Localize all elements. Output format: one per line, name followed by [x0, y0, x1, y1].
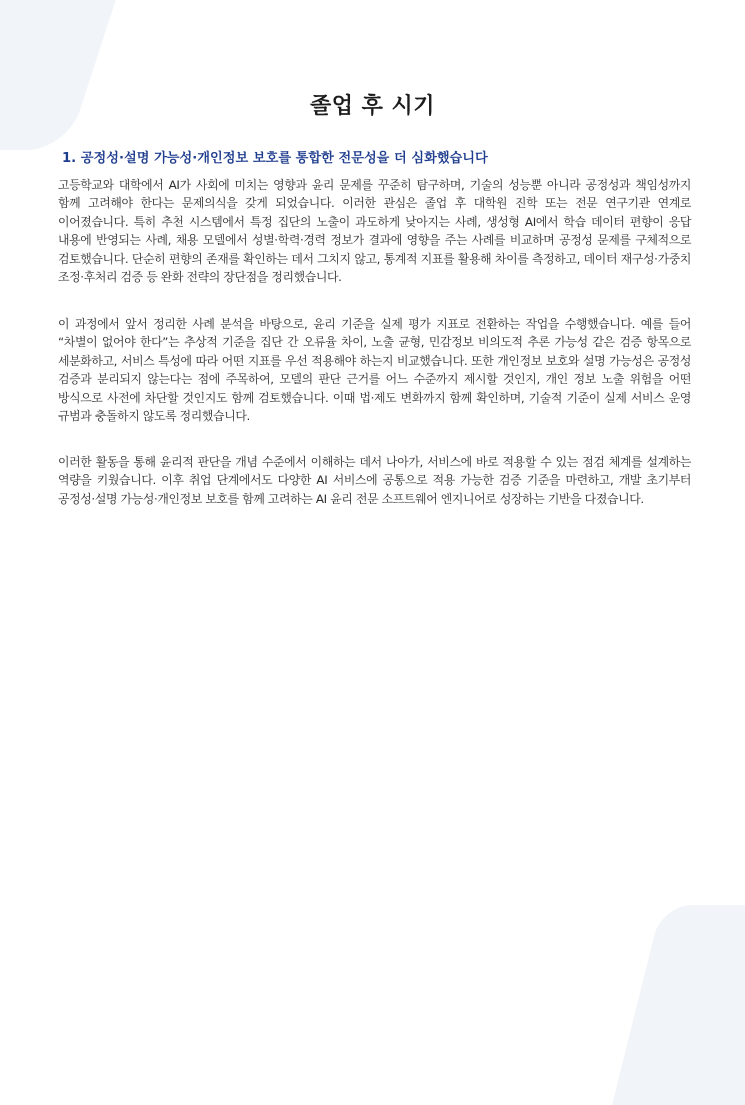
corner-decoration-bottom-right	[612, 905, 745, 1105]
paragraph-2: 이 과정에서 앞서 정리한 사례 분석을 바탕으로, 윤리 기준을 실제 평가 지표로 전환하는 작업을 수행했습니다. 예를 들어 “차별이 없어야 한다”는 추상적 기준을 집단 간 오류율 차이, 노출 균형, 민감정보 비의도적 추론 가능성 같은 검증 항목으로 세분화하고, 서비스 특성에 따라 어떤 지표를 우선 적용해야 하는지 비교했습니다. 또한 개인정보 보호와 설명 가능성은 공정성 검증과 분리되지 않는다는 점에 주목하여, 모델의 판단 근거를 어느 수준까지 제시할 것인지, 개인 정보 노출 위험을 어떤 방식으로 사전에 차단할 것인지도 함께 검토했습니다. 이때 법·제도 변화까지 함께 확인하며, 기술적 기준이 실제 서비스 운영 규범과 충돌하지 않도록 정리했습니다.	[58, 317, 691, 424]
corner-decoration-top-left	[0, 0, 145, 150]
paragraph-1: 고등학교와 대학에서 AI가 사회에 미치는 영향과 윤리 문제를 꾸준히 탐구하며, 기술의 성능뿐 아니라 공정성과 책임성까지 함께 고려해야 한다는 문제의식을 갖게 되었습니다. 이러한 관심은 졸업 후 대학원 진학 또는 전문 연구기관 연계로 이어졌습니다. 특히 추천 시스템에서 특정 집단의 노출이 과도하게 낮아지는 사례, 생성형 AI에서 학습 데이터 편향이 응답 내용에 반영되는 사례, 채용 모델에서 성별·학력·경력 정보가 결과에 영향을 주는 사례를 비교하며 공정성 문제를 구체적으로 검토했습니다. 단순히 편향의 존재를 확인하는 데서 그치지 않고, 통계적 지표를 활용해 차이를 측정하고, 데이터 재구성·가중치 조정·후처리 검증 등 완화 전략의 장단점을 정리했습니다.	[58, 178, 691, 285]
page-title: 졸업 후 시기	[309, 94, 436, 119]
paragraph-3: 이러한 활동을 통해 윤리적 판단을 개념 수준에서 이해하는 데서 나아가, 서비스에 바로 적용할 수 있는 점검 체계를 설계하는 역량을 키웠습니다. 이후 취업 단계에서도 다양한 AI 서비스에 공통으로 적용 가능한 검증 기준을 마련하고, 개발 초기부터 공정성·설명 가능성·개인정보 보호를 함께 고려하는 AI 윤리 전문 소프트웨어 엔지니어로 성장하는 기반을 다졌습니다.	[58, 455, 691, 506]
section-heading: 1. 공정성·설명 가능성·개인정보 보호를 통합한 전문성을 더 심화했습니다	[62, 151, 488, 166]
